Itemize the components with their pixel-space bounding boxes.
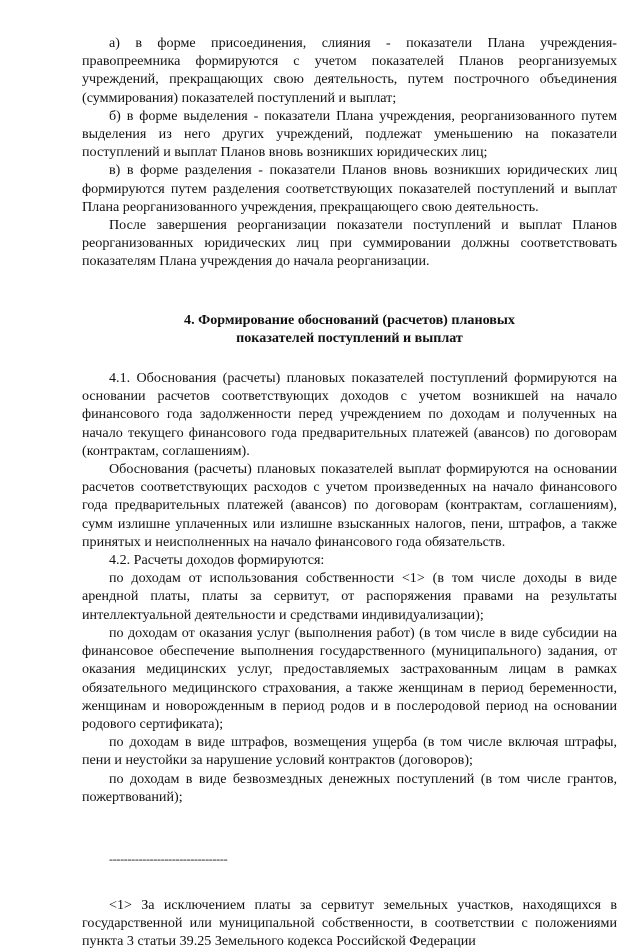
section-4-body [82, 369, 617, 806]
paragraph-property-income: по доходам от использования собственности <1> (в том числе доходы в виде арендной платы, платы за сервитут, от распоряжения правами на результаты интеллектуальной деятельности и средствами индивидуализации); [82, 570, 617, 623]
paragraph-payments-justification: Обоснования (расчеты) плановых показателей выплат формируются на основании расчетов соответствующих расходов с учетом произведенных на начало финансового года предварительных платежей (авансов) по договорам (контрактам, соглашениям), сумм излишне уплаченных или излишне взысканных налогов, пени, штрафов, а также принятых и неисполненных на начало финансового года обязательств. [82, 461, 617, 550]
footnote-1: <1> За исключением платы за сервитут земельных участков, находящихся в государственной или муниципальной собственности, в соответствии с положениями пункта 3 статьи 39.25 Земельного кодекса Российской Федерации [82, 896, 617, 950]
footnote-separator: -------------------------------- [109, 851, 228, 866]
document-page [82, 34, 617, 951]
paragraph-4-2: 4.2. Расчеты доходов формируются: [109, 552, 325, 569]
section-4-heading-line-1: 4. Формирование обоснований (расчетов) плановых [184, 311, 515, 328]
reorganization-section [82, 34, 617, 271]
paragraph-after-reorganization: После завершения реорганизации показатели поступлений и выплат Планов реорганизованных юридических лиц при суммировании должны соответствовать показателям Плана учреждения до начала реорганизации. [82, 217, 617, 270]
paragraph-gratuitous-income: по доходам в виде безвозмездных денежных поступлений (в том числе грантов, пожертвований); [82, 770, 617, 805]
paragraph-services-income: по доходам от оказания услуг (выполнения работ) (в том числе в виде субсидии на финансовое обеспечение выполнения государственного (муниципального) задания, от оказания медицинских услуг, предоставляемых застрахованным лицам в рамках обязательного медицинского страхования, а также женщинам в период беременности, женщинам и новорожденным в период родов и в послеродовой период на основании родового сертификата); [82, 624, 617, 732]
paragraph-4-1: 4.1. Обоснования (расчеты) плановых показателей поступлений формируются на основании расчетов соответствующих доходов с учетом возникшей на начало финансового года задолженности перед учреждением по доходам и полученных на начало текущего финансового года предварительных платежей (авансов) по договорам (контрактам, соглашениям). [82, 370, 617, 459]
paragraph-division: в) в форме разделения - показатели Планов вновь возникших юридических лиц формируются путем разделения соответствующих показателей поступлений и выплат Плана реорганизованного учреждения, прекращающего свою деятельность. [82, 162, 617, 215]
paragraph-fines-income: по доходам в виде штрафов, возмещения ущерба (в том числе включая штрафы, пени и неустойки за нарушение условий контрактов (договоров); [82, 734, 617, 769]
paragraph-merger: а) в форме присоединения, слияния - показатели Плана учреждения-правопреемника формируются с учетом показателей Планов реорганизуемых учреждений, прекращающих свою деятельность, путем построчного объединения (суммирования) показателей поступлений и выплат; [82, 35, 617, 106]
section-4-heading [82, 311, 617, 347]
paragraph-spin-off: б) в форме выделения - показатели Плана учреждения, реорганизованного путем выделения из него других учреждений, подлежат уменьшению на показатели поступлений и выплат Планов вновь возникших юридических лиц; [82, 107, 617, 161]
section-4-heading-line-2: показателей поступлений и выплат [236, 329, 463, 346]
